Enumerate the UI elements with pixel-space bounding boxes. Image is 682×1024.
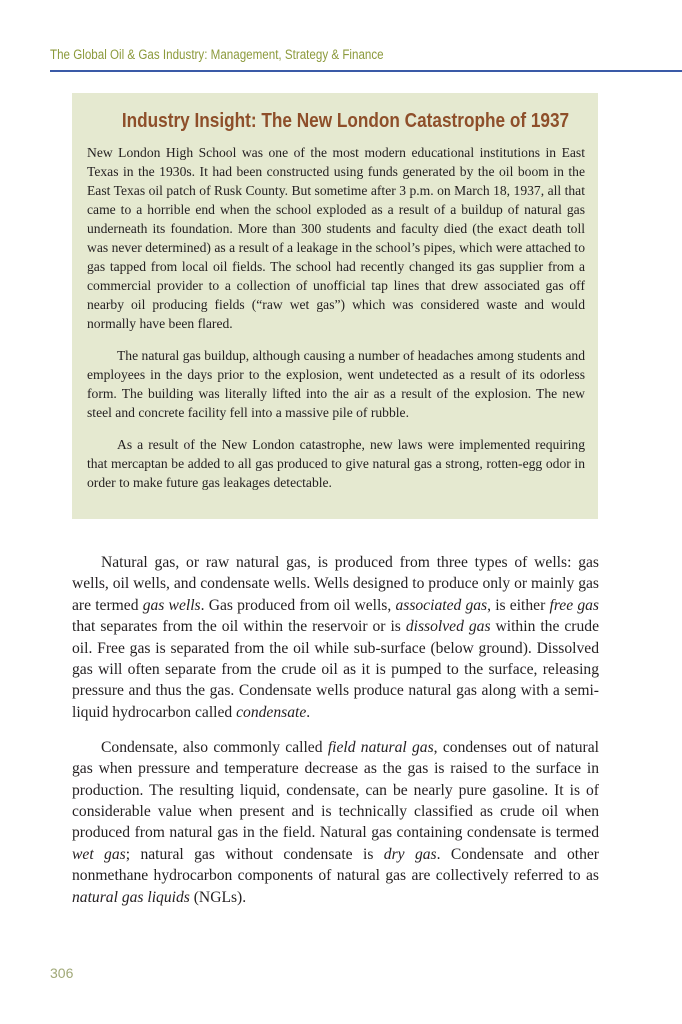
insight-paragraph: New London High School was one of the most modern educational institutions in East Texas in the 1930s. It had been constructed using funds generated by the oil boom in the East Texas oil patch of Rusk County. But sometime after 3 p.m. on March 18, 1937, all that came to a horrible end when the school exploded as a result of a buildup of natural gas underneath its foundation. More than 300 students and faculty died (the exact death toll was never determined) as a result of a leakage in the school’s pipes, which were attached to gas tapped from local oil fields. The school had recently changed its gas supplier from a commercial provider to a collection of unofficial tap lines that drew associated gas off nearby oil producing fields (“raw wet gas”) which was considered waste and would normally have been flared. — [87, 145, 585, 331]
term-associated-gas: associated gas — [395, 596, 488, 614]
body-paragraph: Natural gas, or raw natural gas, is produced from three types of wells: gas wells, oil wells, and condensate wells. Wells designed to produce only or mainly gas are termed gas wells. Gas produced from oil wells, associated gas, is either free gas that separates from the oil within the reservoir or is dissolved gas within the crude oil. Free gas is separated from the oil while sub-surface (below ground). Dissolved gas will often separate from the crude oil as it is pumped to the surface, releasing pressure and thus the gas. Condensate wells produce natural gas along with a semi-liquid hydrocarbon called condensate. — [72, 554, 599, 721]
running-header: The Global Oil & Gas Industry: Management, Strategy & Finance — [50, 47, 384, 62]
term-condensate: condensate — [236, 703, 307, 721]
term-gas-wells: gas wells — [142, 596, 201, 614]
term-wet-gas: wet gas — [72, 845, 126, 863]
term-free-gas: free gas — [549, 596, 599, 614]
insight-paragraph: The natural gas buildup, although causing a number of headaches among students and employees in the days prior to the explosion, went undetected as a result of its odorless form. The building was literally lifted into the air as a result of the explosion. The new steel and concrete facility fell into a massive pile of rubble. — [87, 348, 585, 420]
insight-paragraph: As a result of the New London catastrophe, new laws were implemented requiring that mercaptan be added to all gas produced to give natural gas a strong, rotten-egg odor in order to make future gas leakages detectable. — [87, 437, 585, 490]
industry-insight-box — [72, 93, 598, 519]
body-paragraph: Condensate, also commonly called field natural gas, condenses out of natural gas when pressure and temperature decrease as the gas is raised to the surface in production. The resulting liquid, condensate, can be nearly pure gasoline. It is of considerable value when present and is technically classified as crude oil when produced from natural gas in the field. Natural gas containing condensate is termed wet gas; natural gas without condensate is dry gas. Condensate and other nonmethane hydrocarbon components of natural gas are collectively referred to as natural gas liquids (NGLs). — [72, 738, 599, 906]
header-rule — [50, 70, 682, 72]
term-natural-gas-liquids: natural gas liquids — [72, 888, 190, 906]
main-body-text — [72, 552, 599, 922]
page-number: 306 — [50, 965, 74, 981]
insight-title: Industry Insight: The New London Catastrophe of 1937 — [121, 110, 570, 132]
term-field-natural-gas: field natural gas — [327, 738, 434, 756]
term-dissolved-gas: dissolved gas — [405, 618, 491, 636]
term-dry-gas: dry gas — [383, 845, 437, 863]
